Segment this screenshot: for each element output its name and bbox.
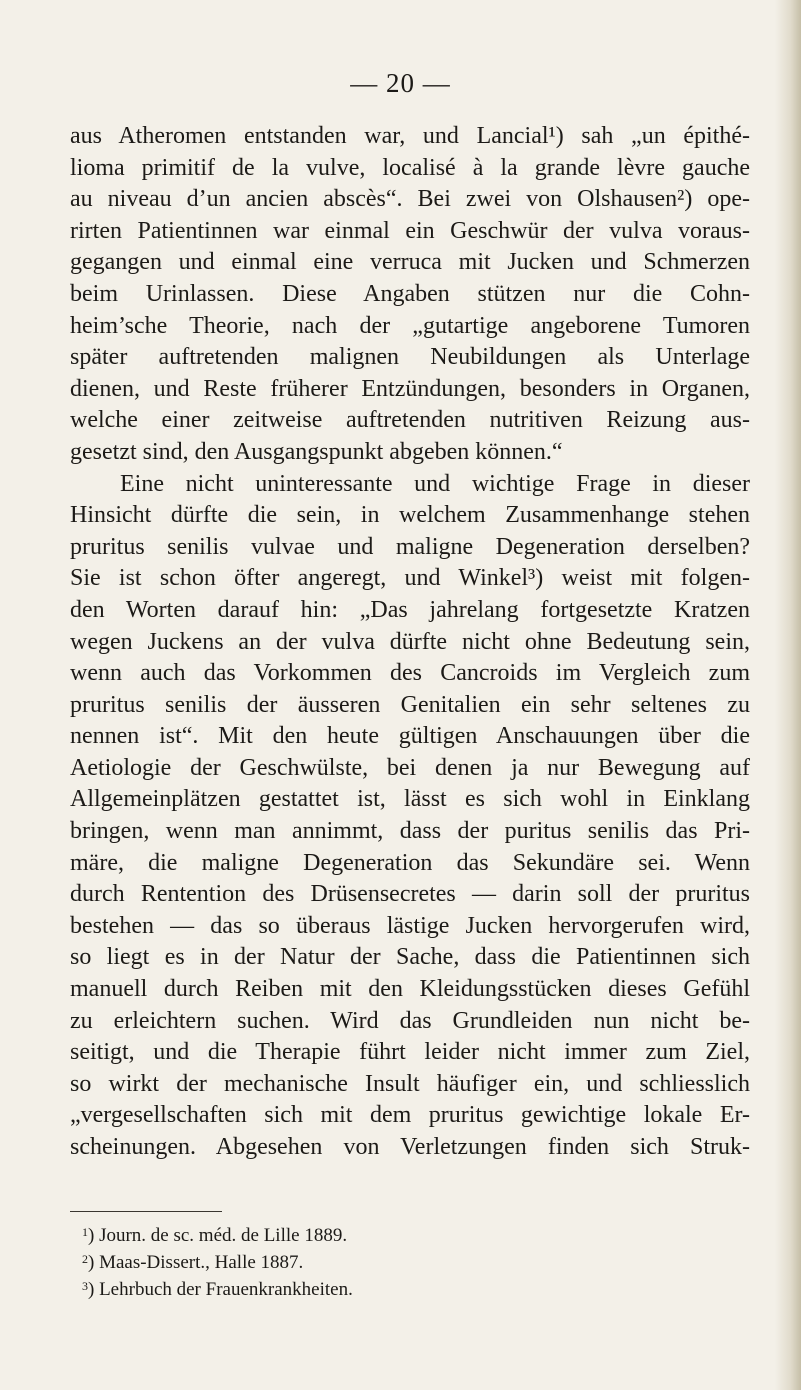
text-line: später auftretenden malignen Neubildungen als Unterlage [70,344,750,371]
text-line: au niveau d’un ancien abscès“. Bei zwei von Olshausen²) ope- [70,186,750,213]
text-line: aus Atheromen entstanden war, und Lancial¹) sah „un épithé- [70,123,750,149]
text-line: seitigt, und die Therapie führt leider nicht immer zum Ziel, [70,1039,750,1066]
text-line: dienen, und Reste früherer Entzündungen, besonders in Organen, [70,375,750,402]
footnotes [82,1222,682,1303]
text-line: manuell durch Reiben mit den Kleidungsstücken dieses Gefühl [70,976,750,1003]
footnote-number: 2 [82,1252,88,1266]
text-line: scheinungen. Abgesehen von Verletzungen finden sich Struk- [70,1134,750,1160]
footnote-item [82,1222,682,1249]
text-line: pruritus senilis der äusseren Genitalien ein sehr seltenes zu [70,691,750,718]
text-line: wegen Juckens an der vulva dürfte nicht ohne Bedeutung sein, [70,628,750,655]
footnote-item [82,1276,682,1303]
text-line: heim’sche Theorie, nach der „gutartige angeborene Tumoren [70,312,750,339]
text-line: nennen ist“. Mit den heute gültigen Anschauungen über die [70,723,750,750]
footnote-text: ) Journ. de sc. méd. de Lille 1889. [88,1225,348,1246]
text-line: lioma primitif de la vulve, localisé à la grande lèvre gauche [70,154,750,181]
text-line: Aetiologie der Geschwülste, bei denen ja nur Bewegung auf [70,754,750,781]
text-line: pruritus senilis vulvae und maligne Degeneration derselben? [70,533,750,560]
text-line: Hinsicht dürfte die sein, in welchem Zusammenhange stehen [70,502,750,529]
footnote-divider [70,1211,222,1212]
text-line: welche einer zeitweise auftretenden nutritiven Reizung aus- [70,407,750,434]
text-line: zu erleichtern suchen. Wird das Grundleiden nun nicht be- [70,1007,750,1034]
footnote-number: 1 [82,1225,88,1239]
text-line: bringen, wenn man annimmt, dass der puritus senilis das Pri- [70,818,750,845]
text-line: „vergesellschaften sich mit dem pruritus gewichtige lokale Er- [70,1102,750,1129]
text-line: durch Rentention des Drüsensecretes — darin soll der pruritus [70,881,750,908]
text-line: märe, die maligne Degeneration das Sekundäre sei. Wenn [70,849,750,876]
body-text [70,121,750,1164]
text-line: den Worten darauf hin: „Das jahrelang fortgesetzte Kratzen [70,596,750,623]
footnote-text: ) Maas-Dissert., Halle 1887. [88,1252,304,1273]
text-line: gegangen und einmal eine verruca mit Jucken und Schmerzen [70,249,750,276]
page-edge-shadow [775,0,801,1390]
text-line: wenn auch das Vorkommen des Cancroids im Vergleich zum [70,660,750,687]
paragraph-end-line: gesetzt sind, den Ausgangspunkt abgeben können.“ [70,438,563,465]
footnote-item [82,1249,682,1276]
text-line: beim Urinlassen. Diese Angaben stützen nur die Cohn- [70,280,750,307]
page-number: — 20 — [350,68,451,98]
footnote-number: 3 [82,1279,88,1293]
text-line: rirten Patientinnen war einmal ein Geschwür der vulva voraus- [70,217,750,244]
footnote-text: ) Lehrbuch der Frauenkrankheiten. [88,1279,353,1300]
text-line: so liegt es in der Natur der Sache, dass die Patientinnen sich [70,944,750,971]
text-line: bestehen — das so überaus lästige Jucken hervorgerufen wird, [70,912,750,939]
text-line: Allgemeinplätzen gestattet ist, lässt es sich wohl in Einklang [70,786,750,813]
paragraph-start-line: Eine nicht uninteressante und wichtige Frage in dieser [120,470,750,497]
text-line: Sie ist schon öfter angeregt, und Winkel³) weist mit folgen- [70,565,750,592]
text-line: so wirkt der mechanische Insult häufiger ein, und schliesslich [70,1070,750,1097]
